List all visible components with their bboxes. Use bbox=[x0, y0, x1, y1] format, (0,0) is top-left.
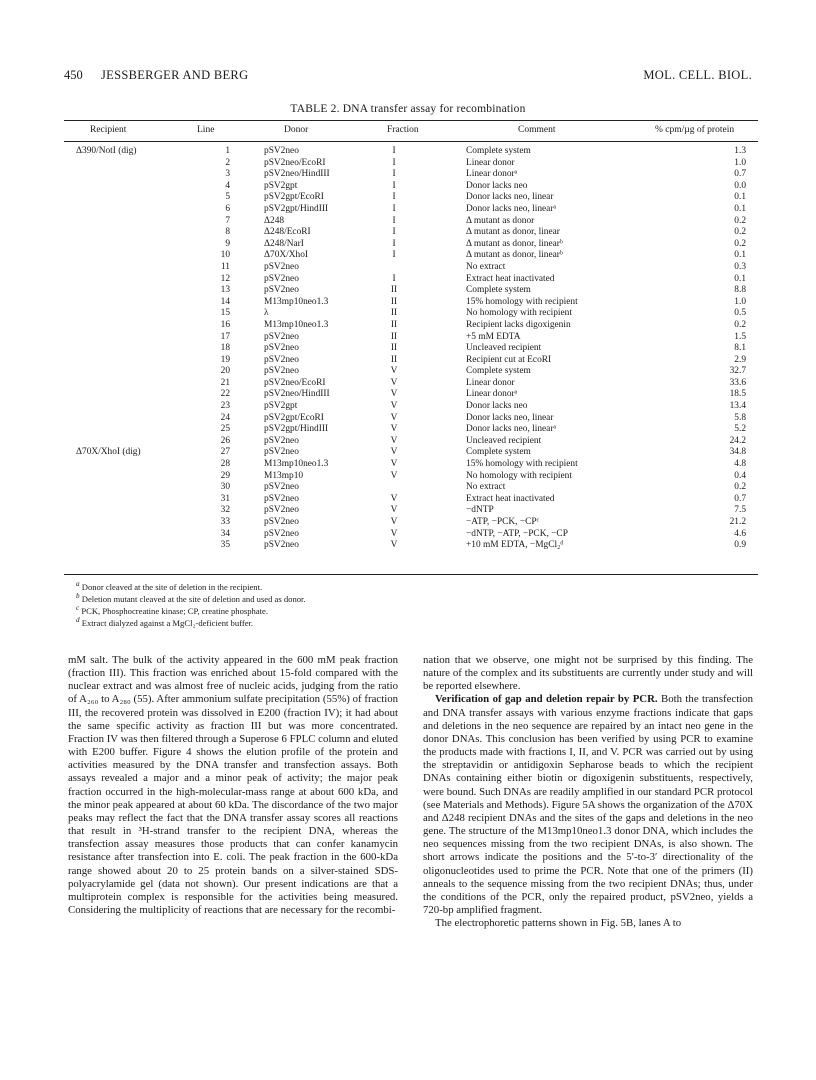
table-row bbox=[64, 494, 758, 506]
table-cell-comment: Donor lacks neo, linear bbox=[466, 192, 554, 203]
table-cell-donor: pSV2gpt/EcoRI bbox=[264, 412, 324, 423]
footnote-c: $^c$ PCK, Phosphocreatine kinase; CP, creatine phosphate. bbox=[76, 604, 268, 616]
table-cell-cpm: 0.2 bbox=[734, 227, 746, 238]
page-number: 450 bbox=[64, 68, 83, 82]
table-cell-donor: pSV2neo bbox=[264, 482, 299, 493]
table-cell-comment: Uncleaved recipient bbox=[466, 435, 542, 446]
table-cell-line: 6 bbox=[225, 203, 230, 214]
table-cell-line: 25 bbox=[220, 424, 230, 435]
table-cell-fraction: V bbox=[390, 412, 398, 423]
footnote-d-text: Extract dialyzed against a MgCl₂-deficient buffer. bbox=[81, 617, 254, 628]
table-cell-comment: No homology with recipient bbox=[466, 308, 572, 319]
table-cell-cpm: 8.1 bbox=[734, 343, 746, 354]
table-cell-donor: Δ248 bbox=[264, 215, 285, 226]
table-cell-cpm: 32.7 bbox=[729, 366, 746, 377]
table-cell-fraction: V bbox=[390, 459, 398, 470]
table-cell-comment: Complete system bbox=[466, 146, 531, 156]
table-cell-donor: pSV2neo/EcoRI bbox=[264, 377, 326, 388]
footnote-c-text: PCK, Phosphocreatine kinase; CP, creatine phosphate. bbox=[81, 605, 268, 616]
data-table bbox=[64, 146, 758, 552]
table-cell-fraction: II bbox=[390, 319, 398, 330]
table-cell-fraction: II bbox=[390, 354, 398, 365]
table-cell-cpm: 0.7 bbox=[734, 169, 746, 180]
table-cell-cpm: 4.6 bbox=[734, 528, 746, 539]
table-cell-donor: pSV2gpt/HindIII bbox=[264, 203, 329, 214]
table-cell-donor: M13mp10neo1.3 bbox=[264, 296, 329, 307]
table-cell-cpm: 34.8 bbox=[729, 447, 746, 458]
table-cell-donor: pSV2neo bbox=[264, 285, 299, 296]
table-cell-line: 30 bbox=[220, 482, 230, 493]
table-cell-cpm: 0.2 bbox=[734, 482, 746, 493]
table-cell-fraction: V bbox=[390, 424, 398, 435]
table-cell-line: 8 bbox=[225, 227, 230, 238]
table-bottom-rule bbox=[64, 574, 758, 575]
table-row bbox=[64, 262, 758, 274]
table-cell-cpm: 0.7 bbox=[734, 493, 746, 504]
table-row bbox=[64, 250, 758, 262]
table-cell-comment: Δ mutant as donor bbox=[466, 215, 535, 226]
table-cell-fraction: I bbox=[392, 227, 396, 238]
table-cell-comment: 15% homology with recipient bbox=[466, 296, 578, 307]
table-cell-fraction: V bbox=[390, 435, 398, 446]
table-cell-donor: pSV2neo bbox=[264, 354, 299, 365]
table-cell-donor: pSV2neo bbox=[264, 493, 299, 504]
table-row bbox=[64, 355, 758, 367]
table-cell-comment: Donor lacks neo, linearᵃ bbox=[466, 424, 557, 435]
footnote-b-text: Deletion mutant cleaved at the site of deletion and used as donor. bbox=[81, 593, 306, 604]
table-cell-cpm: 1.5 bbox=[734, 331, 746, 342]
table-cell-cpm: 24.2 bbox=[729, 435, 746, 446]
running-authors: JESSBERGER AND BERG bbox=[101, 68, 249, 82]
table-cell-line: 18 bbox=[220, 343, 230, 354]
table-cell-donor: pSV2neo bbox=[264, 528, 299, 539]
table-cell-line: 29 bbox=[220, 470, 230, 481]
footnote-b: $^b$ Deletion mutant cleaved at the site of deletion and used as donor. bbox=[76, 592, 306, 604]
table-cell-donor: pSV2neo bbox=[264, 435, 299, 446]
table-cell-cpm: 5.8 bbox=[734, 412, 746, 423]
table-row bbox=[64, 227, 758, 239]
table-cell-line: 28 bbox=[220, 459, 230, 470]
footnote-a: $^a$ Donor cleaved at the site of deletion in the recipient. bbox=[76, 580, 263, 592]
table-cell-line: 24 bbox=[220, 412, 230, 423]
col-header-fraction: Fraction bbox=[387, 125, 419, 135]
table-cell-line: 34 bbox=[220, 528, 230, 539]
table-cell-fraction: I bbox=[392, 180, 396, 191]
table-cell-line: 23 bbox=[220, 401, 230, 412]
table-cell-fraction: V bbox=[390, 505, 398, 516]
col-header-recipient: Recipient bbox=[90, 125, 127, 135]
table-cell-line: 12 bbox=[220, 273, 230, 284]
table-cell-donor: pSV2neo bbox=[264, 331, 299, 342]
table-cell-cpm: 0.2 bbox=[734, 238, 746, 249]
table-cell-fraction: II bbox=[390, 308, 398, 319]
table-cell-line: 17 bbox=[220, 331, 230, 342]
table-row bbox=[64, 343, 758, 355]
table-cell-comment: Δ mutant as donor, linearᵇ bbox=[466, 250, 563, 261]
table-cell-line: 32 bbox=[220, 505, 230, 516]
table-cell-cpm: 0.4 bbox=[734, 470, 746, 481]
table-cell-comment: +10 mM EDTA, −MgCl₂ᵈ bbox=[466, 540, 564, 551]
table-cell-fraction: V bbox=[390, 517, 398, 527]
table-row bbox=[64, 505, 758, 517]
table-row bbox=[64, 239, 758, 251]
table-row bbox=[64, 169, 758, 181]
table-cell-cpm: 13.4 bbox=[729, 401, 746, 412]
table-cell-cpm: 0.9 bbox=[734, 540, 746, 551]
table-cell-comment: Complete system bbox=[466, 366, 531, 377]
body-column-left bbox=[68, 654, 398, 917]
table-cell-fraction: I bbox=[392, 238, 396, 249]
table-cell-donor: pSV2neo bbox=[264, 540, 299, 551]
table-cell-donor: pSV2gpt/HindIII bbox=[264, 424, 329, 435]
table-cell-line: 27 bbox=[220, 447, 230, 458]
table-row bbox=[64, 540, 758, 552]
table-cell-cpm: 18.5 bbox=[729, 389, 746, 400]
table-cell-fraction: V bbox=[390, 540, 398, 551]
table-cell-comment: Linear donor bbox=[466, 157, 515, 168]
table-cell-comment: Extract heat inactivated bbox=[466, 273, 555, 284]
table-row bbox=[64, 204, 758, 216]
table-cell-comment: Donor lacks neo, linear bbox=[466, 412, 554, 423]
table-cell-line: 1 bbox=[225, 146, 230, 156]
table-row bbox=[64, 378, 758, 390]
table-row bbox=[64, 436, 758, 448]
table-cell-comment: 15% homology with recipient bbox=[466, 459, 578, 470]
table-cell-cpm: 0.2 bbox=[734, 319, 746, 330]
table-cell-comment: Extract heat inactivated bbox=[466, 493, 555, 504]
table-row bbox=[64, 297, 758, 309]
table-cell-cpm: 7.5 bbox=[734, 505, 746, 516]
table-cell-line: 5 bbox=[225, 192, 230, 203]
table-cell-line: 21 bbox=[220, 377, 230, 388]
table-cell-recipient: Δ390/NotI (dig) bbox=[76, 146, 137, 156]
table-cell-fraction: I bbox=[392, 157, 396, 168]
table-row bbox=[64, 389, 758, 401]
table-cell-cpm: 0.3 bbox=[734, 261, 746, 272]
table-cell-donor: Δ248/NarI bbox=[264, 238, 304, 249]
footnote-a-text: Donor cleaved at the site of deletion in the recipient. bbox=[81, 581, 263, 592]
table-row bbox=[64, 529, 758, 541]
table-row bbox=[64, 482, 758, 494]
col-header-cpm: % cpm/µg of protein bbox=[655, 125, 735, 135]
table-cell-line: 11 bbox=[220, 261, 230, 272]
table-row bbox=[64, 192, 758, 204]
table-cell-donor: pSV2gpt bbox=[264, 401, 298, 412]
table-cell-line: 33 bbox=[220, 517, 230, 527]
running-header bbox=[64, 68, 752, 86]
table-cell-comment: −ATP, −PCK, −CPᶜ bbox=[466, 517, 539, 527]
table-cell-fraction: I bbox=[392, 273, 396, 284]
footnote-d: $^d$ Extract dialyzed against a MgCl₂-deficient buffer. bbox=[76, 616, 254, 628]
table-row bbox=[64, 401, 758, 413]
table-row bbox=[64, 459, 758, 471]
table-cell-comment: No extract bbox=[466, 482, 506, 493]
table-cell-line: 26 bbox=[220, 435, 230, 446]
table-cell-comment: −dNTP bbox=[466, 505, 494, 516]
table-cell-donor: Δ70X/XhoI bbox=[264, 250, 309, 261]
section-heading: Verification of gap and deletion repair by PCR. bbox=[435, 693, 658, 706]
table-row bbox=[64, 413, 758, 425]
table-row bbox=[64, 447, 758, 459]
table-cell-donor: pSV2neo bbox=[264, 146, 299, 156]
table-cell-line: 20 bbox=[220, 366, 230, 377]
col-header-donor: Donor bbox=[284, 125, 309, 135]
table-cell-donor: pSV2neo bbox=[264, 447, 299, 458]
table-cell-line: 14 bbox=[220, 296, 230, 307]
table-cell-donor: pSV2neo bbox=[264, 505, 299, 516]
table-cell-fraction: I bbox=[392, 169, 396, 180]
table-cell-cpm: 21.2 bbox=[729, 517, 746, 527]
table-cell-fraction: I bbox=[392, 192, 396, 203]
table-header-rule bbox=[64, 141, 758, 142]
table-cell-comment: Uncleaved recipient bbox=[466, 343, 542, 354]
table-cell-line: 19 bbox=[220, 354, 230, 365]
table-cell-fraction: V bbox=[390, 389, 398, 400]
table-cell-fraction: V bbox=[390, 493, 398, 504]
table-cell-cpm: 2.9 bbox=[734, 354, 746, 365]
table-row bbox=[64, 181, 758, 193]
table-cell-cpm: 1.0 bbox=[734, 157, 746, 168]
table-cell-fraction: V bbox=[390, 401, 398, 412]
table-cell-line: 13 bbox=[220, 285, 230, 296]
table-cell-comment: Linear donor bbox=[466, 377, 515, 388]
table-row bbox=[64, 146, 758, 158]
table-row bbox=[64, 332, 758, 344]
paragraph: nation that we observe, one might not be surprised by this finding. The nature of the complex and its substituents are currently under study and will be reported elsewhere. bbox=[423, 654, 753, 693]
table-cell-comment: No extract bbox=[466, 261, 506, 272]
table-cell-cpm: 0.1 bbox=[734, 250, 746, 261]
table-row bbox=[64, 308, 758, 320]
table-cell-cpm: 4.8 bbox=[734, 459, 746, 470]
body-column-right bbox=[423, 654, 753, 930]
table-cell-donor: pSV2neo/HindIII bbox=[264, 169, 330, 180]
table-cell-fraction: V bbox=[390, 377, 398, 388]
table-cell-comment: Recipient cut at EcoRI bbox=[466, 354, 552, 365]
table-cell-comment: +5 mM EDTA bbox=[466, 331, 521, 342]
table-row bbox=[64, 285, 758, 297]
col-header-line: Line bbox=[197, 125, 215, 135]
table-cell-line: 31 bbox=[220, 493, 230, 504]
table-cell-comment: Donor lacks neo bbox=[466, 180, 528, 191]
paragraph: The electrophoretic patterns shown in Fig. 5B, lanes A to bbox=[435, 917, 682, 930]
table-cell-cpm: 0.1 bbox=[734, 192, 746, 203]
table-cell-cpm: 0.1 bbox=[734, 203, 746, 214]
table-cell-fraction: I bbox=[392, 146, 396, 156]
table-cell-line: 3 bbox=[225, 169, 230, 180]
table-cell-donor: pSV2neo bbox=[264, 517, 299, 527]
table-cell-comment: −dNTP, −ATP, −PCK, −CP bbox=[466, 528, 568, 539]
table-cell-line: 16 bbox=[220, 319, 230, 330]
table-row bbox=[64, 274, 758, 286]
table-cell-line: 35 bbox=[220, 540, 230, 551]
table-cell-donor: pSV2neo/EcoRI bbox=[264, 157, 326, 168]
table-cell-comment: Δ mutant as donor, linearᵇ bbox=[466, 238, 563, 249]
table-cell-line: 10 bbox=[220, 250, 230, 261]
table-cell-cpm: 1.0 bbox=[734, 296, 746, 307]
table-cell-line: 22 bbox=[220, 389, 230, 400]
table-cell-fraction: V bbox=[390, 470, 398, 481]
table-cell-donor: M13mp10 bbox=[264, 470, 304, 481]
table-cell-fraction: II bbox=[390, 296, 398, 307]
table-cell-fraction: II bbox=[390, 285, 398, 296]
table-cell-donor: M13mp10neo1.3 bbox=[264, 459, 329, 470]
table-cell-donor: pSV2gpt/EcoRI bbox=[264, 192, 324, 203]
table-cell-fraction: I bbox=[392, 215, 396, 226]
table-cell-line: 4 bbox=[225, 180, 230, 191]
table-cell-donor: pSV2gpt bbox=[264, 180, 298, 191]
table-title: TABLE 2. DNA transfer assay for recombination bbox=[290, 103, 526, 115]
table-cell-comment: Donor lacks neo, linearᵃ bbox=[466, 203, 557, 214]
table-cell-comment: Complete system bbox=[466, 285, 531, 296]
table-cell-comment: Recipient lacks digoxigenin bbox=[466, 319, 571, 330]
paragraph-text: Both the transfection and DNA transfer assays with various enzyme fractions indicate that gaps and deletions in the neo sequence are repaired by an intact neo gene in the donor DNAs. This conclusion has been verified by using PCR to examine the products made with fractions I, II, and V. PCR was carried out by using the streptavidin or antidigoxin Sepharose beads to which the recipient DNAs containing either biotin or digoxigenin substituents, respectively, were bound. Such DNAs are readily amplified in our standard PCR protocol (see Materials and Methods). Figure 5A shows the organization of the Δ70X and Δ248 recipient DNAs and the sites of the gaps and deletions in the neo gene. The structure of the M13mp10neo1.3 donor DNA, which includes the neo sequences missing from the two recipient DNAs, is also shown. The short arrows indicate the positions and the 5′-to-3′ directionality of the oligonucleotides used to prime the PCR. Note that one of the primers (II) anneals to the sequence missing from the two recipient DNAs; thus, under the conditions of the PCR, only the repaired product, pSV2neo, yields a 720-bp amplified fragment. bbox=[423, 693, 754, 916]
table-cell-comment: Δ mutant as donor, linear bbox=[466, 227, 560, 238]
table-cell-fraction: I bbox=[392, 203, 396, 214]
table-cell-comment: Donor lacks neo bbox=[466, 401, 528, 412]
table-cell-cpm: 0.1 bbox=[734, 273, 746, 284]
table-cell-line: 15 bbox=[220, 308, 230, 319]
table-cell-donor: M13mp10neo1.3 bbox=[264, 319, 329, 330]
table-cell-cpm: 0.0 bbox=[734, 180, 746, 191]
table-cell-comment: Linear donorᵃ bbox=[466, 389, 518, 400]
table-cell-line: 7 bbox=[225, 215, 230, 226]
table-cell-recipient: Δ70X/XhoI (dig) bbox=[76, 447, 141, 458]
table-cell-cpm: 8.8 bbox=[734, 285, 746, 296]
table-row bbox=[64, 158, 758, 170]
table-cell-donor: pSV2neo bbox=[264, 273, 299, 284]
table-cell-line: 2 bbox=[225, 157, 230, 168]
paragraph-pcr bbox=[423, 693, 753, 917]
table-row bbox=[64, 216, 758, 228]
table-cell-comment: Linear donorᵃ bbox=[466, 169, 518, 180]
table-cell-cpm: 0.5 bbox=[734, 308, 746, 319]
table-cell-donor: pSV2neo bbox=[264, 261, 299, 272]
table-cell-comment: No homology with recipient bbox=[466, 470, 572, 481]
table-row bbox=[64, 471, 758, 483]
paragraph: mM salt. The bulk of the activity appeared in the 600 mM peak fraction (fraction III). This fraction was enriched about 15-fold compared with the nuclear extract and was almost free of nucleic acids, judging from the ratio of A₂₆₀ to A₂₈₀ (55). After ammonium sulfate precipitation (55%) of fraction III, the recovered protein was dissolved in E200 (fraction IV); it had about the same specific activity as fraction III but was more concentrated. Fraction IV was then filtered through a Superose 6 FPLC column and eluted with E200 buffer. Figure 4 shows the elution profile of the protein and activities measured by the DNA transfer and transfection assays. Both assays revealed a major and a minor peak of activity; the major peak fraction occurred in the high-molecular-mass range at about 600 kDa, and the minor peak appeared at about 60 kDa. The discordance of the two major peaks may reflect the fact that the DNA transfer assay scores all reactions that result in ³H-strand transfer to the recipient DNA, whereas the transfection assay measures those products that can confer kanamycin resistance after transfection into E. coli. The peak fraction in the 600-kDa range showed about 20 to 25 protein bands on a silver-stained SDS-polyacrylamide gel (data not shown). Our present indications are that a multiprotein complex is responsible for the activities being measured. Considering the multiplicity of reactions that are necessary for the recombi- bbox=[68, 654, 398, 916]
table-cell-donor: λ bbox=[264, 308, 269, 319]
table-top-rule bbox=[64, 120, 758, 121]
table-row bbox=[64, 517, 758, 529]
table-cell-cpm: 33.6 bbox=[729, 377, 746, 388]
table-row bbox=[64, 366, 758, 378]
table-cell-fraction: II bbox=[390, 343, 398, 354]
table-cell-donor: pSV2neo/HindIII bbox=[264, 389, 330, 400]
table-cell-cpm: 1.3 bbox=[734, 146, 746, 156]
journal-name: MOL. CELL. BIOL. bbox=[643, 68, 752, 82]
table-cell-fraction: II bbox=[390, 331, 398, 342]
table-cell-fraction: V bbox=[390, 528, 398, 539]
table-row bbox=[64, 320, 758, 332]
table-cell-fraction: I bbox=[392, 250, 396, 261]
table-cell-fraction: V bbox=[390, 366, 398, 377]
col-header-comment: Comment bbox=[518, 125, 556, 135]
table-cell-donor: pSV2neo bbox=[264, 343, 299, 354]
table-cell-donor: pSV2neo bbox=[264, 366, 299, 377]
table-row bbox=[64, 424, 758, 436]
table-cell-line: 9 bbox=[225, 238, 230, 249]
table-cell-comment: Complete system bbox=[466, 447, 531, 458]
table-cell-donor: Δ248/EcoRI bbox=[264, 227, 311, 238]
table-cell-cpm: 0.2 bbox=[734, 215, 746, 226]
table-cell-cpm: 5.2 bbox=[734, 424, 746, 435]
table-cell-fraction: V bbox=[390, 447, 398, 458]
